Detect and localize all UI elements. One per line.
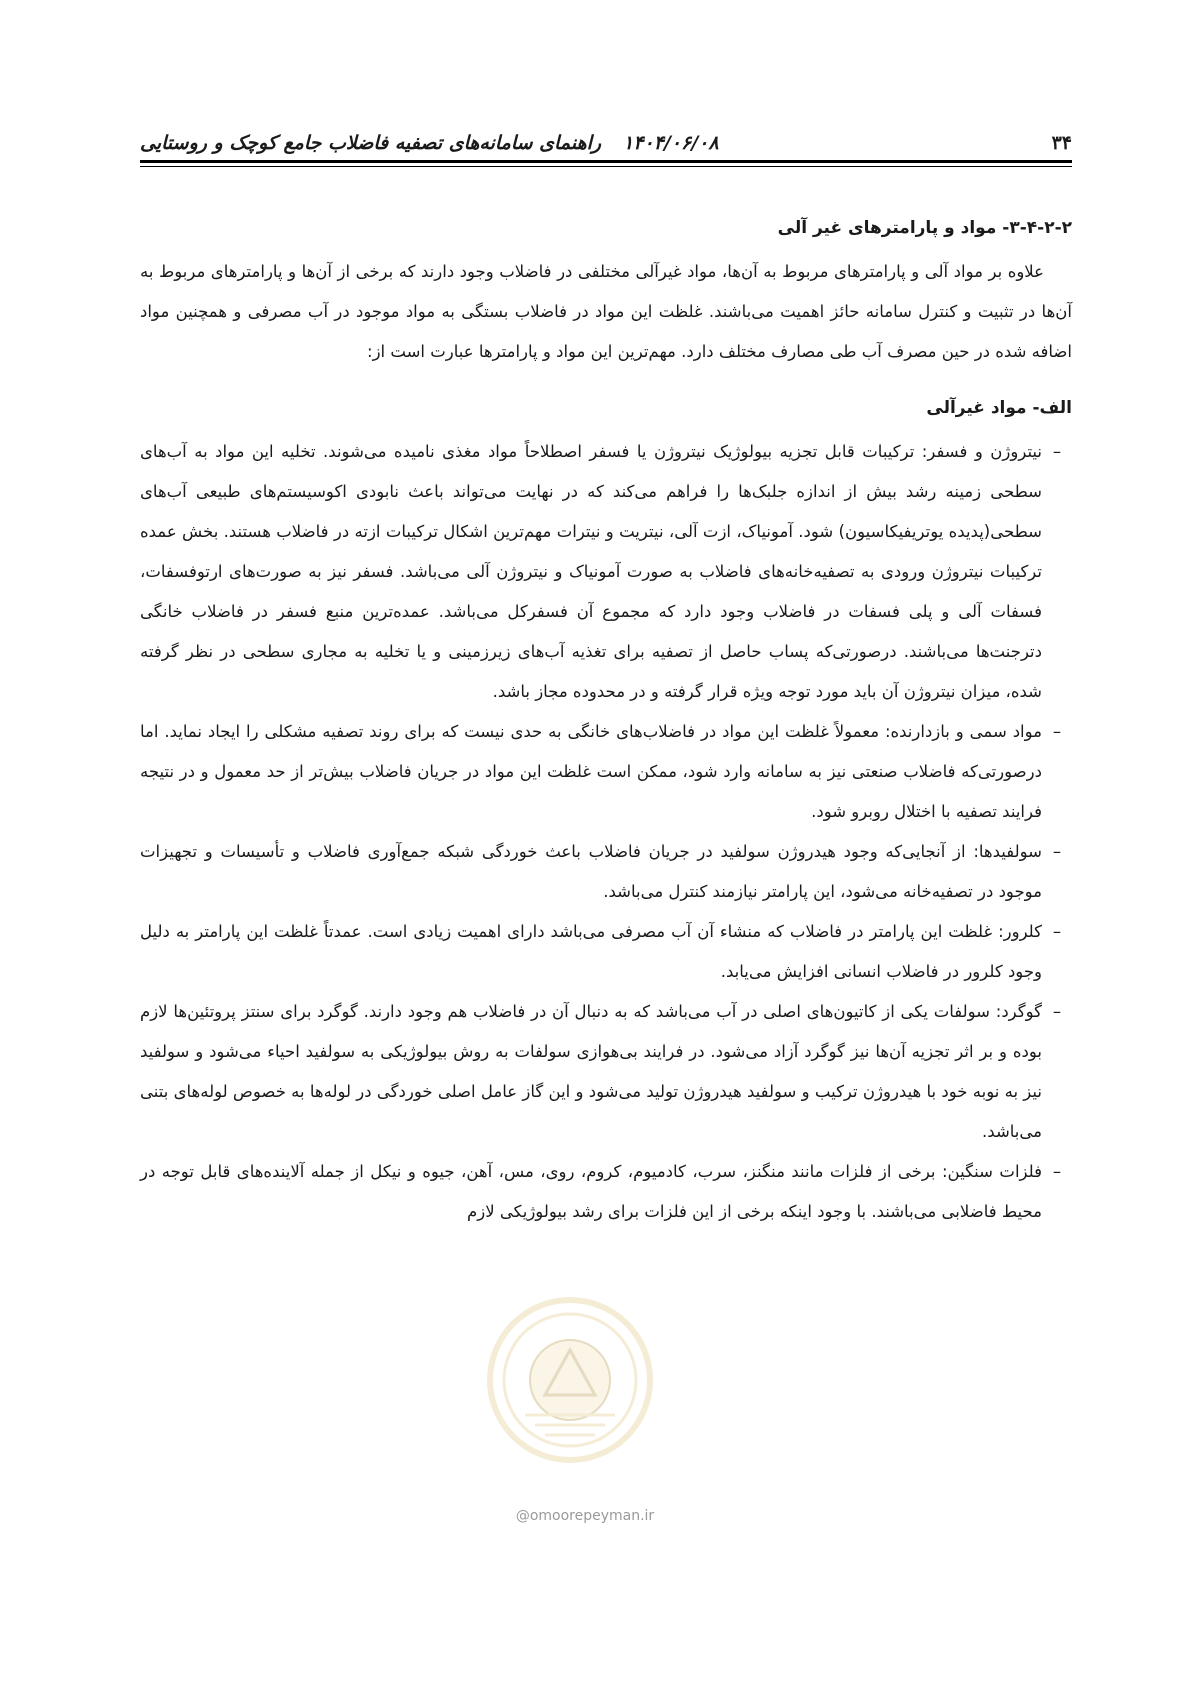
dash-bullet: – <box>1052 1002 1062 1021</box>
header-meta <box>140 132 719 154</box>
subsection-heading: الف- مواد غیرآلی <box>926 398 1072 418</box>
list-item <box>140 992 1072 1152</box>
list-item-text: گوگرد: سولفات یکی از کاتیون‌های اصلی در آب می‌باشد که به دنبال آن در فاضلاب هم وجود دارند. گوگرد برای سنتز پروتئین‌ها لازم بوده و بر اثر تجزیه آن‌ها نیز گوگرد آزاد می‌شود. در فرایند بی‌هوازی سولفات به روش بیولوژیکی به سولفید احیاء می‌شود و سولفید نیز به نوبه خود با هیدروژن ترکیب و سولفید هیدروژن تولید می‌شود و این گاز عامل اصلی خوردگی در لوله‌ها به خصوص لوله‌های بتنی می‌باشد. <box>140 1002 1042 1141</box>
dash-bullet: – <box>1052 922 1062 941</box>
section-heading: ۳-۴-۲-۲- مواد و پارامترهای غیر آلی <box>777 218 1072 238</box>
header-title: راهنمای سامانه‌های تصفیه فاضلاب جامع کوچک و روستایی <box>140 132 602 154</box>
inorganic-materials-list <box>140 432 1072 1232</box>
list-item <box>140 1152 1072 1232</box>
page-number: ۳۴ <box>1051 132 1072 154</box>
dash-bullet: – <box>1052 722 1062 741</box>
dash-bullet: – <box>1052 442 1062 461</box>
list-item-text: مواد سمی و بازدارنده: معمولاً غلظت این مواد در فاضلاب‌های خانگی به حدی نیست که برای روند تصفیه مشکلی را ایجاد نماید. اما درصورتی‌که فاضلاب صنعتی نیز به سامانه وارد شود، ممکن است غلظت این مواد در جریان فاضلاب بیش‌تر از حد معمول و در نتیجه فرایند تصفیه با اختلال روبرو شود. <box>140 722 1042 821</box>
list-item <box>140 432 1072 712</box>
list-item-text: نیتروژن و فسفر: ترکیبات قابل تجزیه بیولوژیک نیتروژن یا فسفر اصطلاحاً مواد مغذی نامیده می‌شوند. تخلیه این مواد به آب‌های سطحی زمینه رشد بیش از اندازه جلبک‌ها را فراهم می‌کند که در نهایت می‌تواند باعث نابودی اکوسیستم‌های طبیعی آب‌های سطحی(پدیده یوتریفیکاسیون) شود. آمونیاک، ازت آلی، نیتریت و نیترات مهم‌ترین اشکال ترکیبات ازته در فاضلاب هستند. بخش عمده ترکیبات نیتروژن ورودی به تصفیه‌خانه‌های فاضلاب به صورت آمونیاک و نیتروژن آلی می‌باشد. فسفر نیز به صورت‌های ارتوفسفات، فسفات آلی و پلی فسفات در فاضلاب وجود دارد که مجموع آن فسفرکل می‌باشد. عمده‌ترین منبع فسفر در فاضلاب خانگی دترجنت‌ها می‌باشند. درصورتی‌که پساب حاصل از تصفیه برای تغذیه آب‌های زیرزمینی و یا تخلیه به مجاری سطحی در نظر گرفته شده، میزان نیتروژن آن باید مورد توجه ویژه قرار گرفته و در محدوده مجاز باشد. <box>140 442 1042 701</box>
list-item <box>140 712 1072 832</box>
list-item-text: سولفیدها: از آنجایی‌که وجود هیدروژن سولفید در جریان فاضلاب باعث خوردگی شبکه جمع‌آوری فاضلاب و تأسیسات و تجهیزات موجود در تصفیه‌خانه می‌شود، این پارامتر نیازمند کنترل می‌باشد. <box>140 842 1042 901</box>
watermark-logo-icon <box>485 1295 655 1465</box>
watermark-url: @omoorepeyman.ir <box>515 1508 655 1524</box>
header-rule-thick <box>140 160 1072 163</box>
list-item-text: فلزات سنگین: برخی از فلزات مانند منگنز، سرب، کادمیوم، کروم، روی، مس، آهن، جیوه و نیکل از جمله آلاینده‌های قابل توجه در محیط فاضلابی می‌باشند. با وجود اینکه برخی از این فلزات برای رشد بیولوژیکی لازم <box>140 1162 1042 1221</box>
header-rule-thin <box>140 166 1072 167</box>
page-content <box>140 210 1072 1232</box>
list-item <box>140 832 1072 912</box>
list-item-text: کلرور: غلظت این پارامتر در فاضلاب که منشاء آن آب مصرفی می‌باشد دارای اهمیت زیادی است. عمدتاً غلظت این پارامتر به دلیل وجود کلرور در فاضلاب انسانی افزایش می‌یابد. <box>140 922 1042 981</box>
intro-paragraph: علاوه بر مواد آلی و پارامترهای مربوط به آن‌ها، مواد غیرآلی مختلفی در فاضلاب وجود دارند که برخی از آن‌ها و پارامترهای مربوط به آن‌ها در تثبیت و کنترل سامانه حائز اهمیت می‌باشند. غلظت این مواد در فاضلاب بستگی به مواد موجود در آب مصرفی و همچنین مواد اضافه شده در حین مصرف آب طی مصارف مختلف دارد. مهم‌ترین این مواد و پارامترها عبارت است از: <box>140 262 1072 361</box>
list-item <box>140 912 1072 992</box>
header-date: ۱۴۰۴/۰۶/۰۸ <box>623 132 719 154</box>
dash-bullet: – <box>1052 1162 1062 1181</box>
dash-bullet: – <box>1052 842 1062 861</box>
page-header <box>140 126 1072 160</box>
